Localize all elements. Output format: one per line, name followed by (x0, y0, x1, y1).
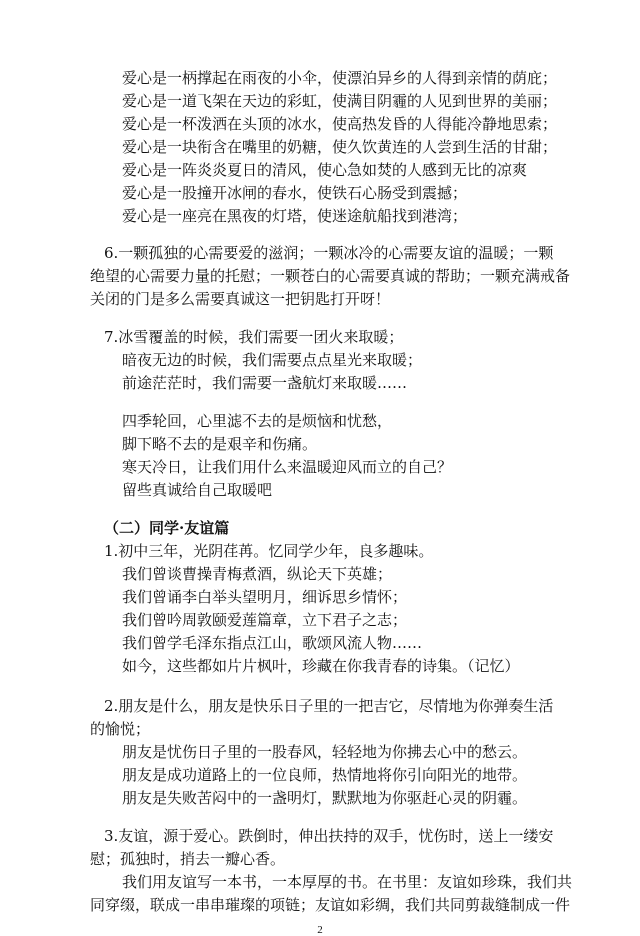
text-line: 爱心是一柄撑起在雨夜的小伞，使漂泊异乡的人得到亲情的荫庇； (122, 69, 558, 87)
text-line: 爱心是一阵炎炎夏日的清风，使心急如焚的人感到无比的凉爽 (122, 161, 528, 179)
text-line: 爱心是一座亮在黑夜的灯塔，使迷途航船找到港湾； (122, 207, 468, 225)
text-line: 的愉悦； (90, 720, 151, 738)
text-line: 我们曾诵李白举头望明月，细诉思乡情怀； (122, 588, 408, 606)
text-line: 我们曾学毛泽东指点江山，歌颂风流人物…… (122, 634, 423, 652)
text-line: 绝望的心需要力量的托慰；一颗苍白的心需要真诚的帮助；一颗充满戒备 (90, 267, 571, 285)
text-line: 脚下略不去的是艰辛和伤痛。 (122, 435, 318, 453)
text-line: 如今，这些都如片片枫叶，珍藏在你我青春的诗集。（记忆） (122, 657, 520, 675)
section-heading: （二）同学·友谊篇 (104, 519, 230, 537)
text-line: 前途茫茫时，我们需要一盏航灯来取暖…… (122, 374, 408, 392)
text-line: 慰；孤独时，捎去一瓣心香。 (90, 850, 286, 868)
text-line: 6.一颗孤独的心需要爱的滋润；一颗冰冷的心需要友谊的温暖；一颗 (104, 244, 554, 262)
text-line: 爱心是一杯泼洒在头顶的冰水，使高热发昏的人得能冷静地思索； (122, 115, 558, 133)
page-number: 2 (317, 924, 323, 936)
text-line: 暗夜无边的时候，我们需要点点星光来取暖； (122, 351, 423, 369)
text-line: 留些真诚给自己取暖吧 (122, 481, 273, 499)
text-line: 1.初中三年，光阴荏苒。忆同学少年，良多趣味。 (104, 542, 434, 560)
text-line: 同穿缀，联成一串串璀璨的项链；友谊如彩绸，我们共同剪裁缝制成一件 (90, 896, 571, 914)
text-line: 我们曾谈曹操青梅煮酒，纵论天下英雄； (122, 565, 393, 583)
text-line: 四季轮回，心里滤不去的是烦恼和忧愁， (122, 412, 393, 430)
text-line: 3.友谊，源于爱心。跌倒时，伸出扶持的双手，忧伤时，送上一缕安 (104, 827, 554, 845)
text-line: 朋友是失败苦闷中的一盏明灯，默默地为你驱赶心灵的阴霾。 (122, 789, 528, 807)
text-line: 朋友是成功道路上的一位良师，热情地将你引向阳光的地带。 (122, 766, 528, 784)
text-line: 爱心是一块衔含在嘴里的奶糖，使久饮黄连的人尝到生活的甘甜； (122, 138, 558, 156)
text-line: 寒天冷日，让我们用什么来温暖迎风而立的自己？ (122, 458, 453, 476)
text-line: 7.冰雪覆盖的时候，我们需要一团火来取暖； (104, 328, 404, 346)
text-line: 爱心是一股撞开冰闸的春水，使铁石心肠受到震撼； (122, 184, 468, 202)
text-line: 2.朋友是什么，朋友是快乐日子里的一把吉它，尽情地为你弹奏生活 (104, 697, 554, 715)
text-line: 朋友是忧伤日子里的一股春风，轻轻地为你拂去心中的愁云。 (122, 743, 528, 761)
text-line: 关闭的门是多么需要真诚这一把钥匙打开呀！ (90, 290, 391, 308)
text-line: 我们曾吟周敦颐爱莲篇章，立下君子之志； (122, 611, 408, 629)
text-line: 爱心是一道飞架在天边的彩虹，使满目阴霾的人见到世界的美丽； (122, 92, 558, 110)
text-line: 我们用友谊写一本书，一本厚厚的书。在书里：友谊如珍珠，我们共 (122, 873, 573, 891)
